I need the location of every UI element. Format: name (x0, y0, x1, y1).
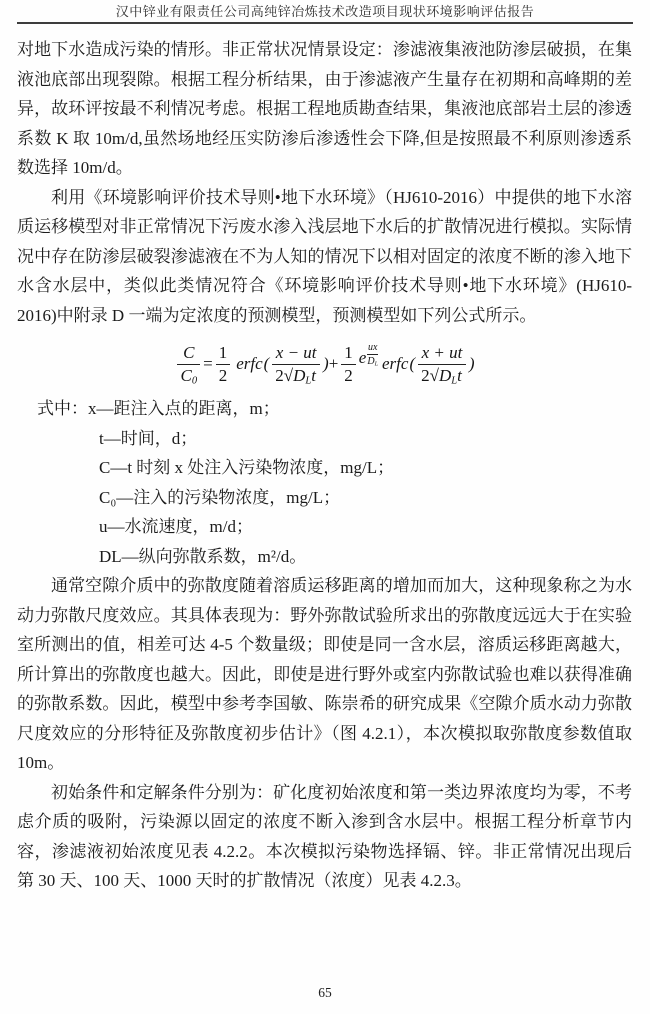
open-paren-1: ( (263, 354, 270, 374)
open-paren-2: ( (409, 354, 416, 374)
argument-denominator-2: $2√D_Lt$ (418, 364, 466, 386)
paragraph-scenario: 对地下水造成污染的情形。非正常状况情景设定：渗滤液集液池防渗层破损，在集液池底部出现裂隙。根据工程分析结果，由于渗滤液产生量存在初期和高峰期的差异，故环评按最不利情况考虑。根据工程地质勘查结果，集液池底部岩土层的渗透系数 K 取 10m/d,虽然场地经压实防渗后渗透性会下降,但是按照最不利原则渗透系数选择 10m/d。 (17, 40, 632, 177)
close-paren-2: ) (468, 354, 475, 374)
close-paren-1: ) (323, 354, 329, 374)
formula-block (17, 343, 632, 385)
paragraph-model-intro: 利用《环境影响评价技术导则•地下水环境》（HJ610-2016）中提供的地下水溶质运移模型对非正常情况下污废水渗入浅层地下水后的扩散情况进行模拟。实际情况中存在防渗层破裂渗滤液在不为人知的情况下以相对固定的浓度不断的渗入地下水含水层中，类似此类情况符合《环境影响评价技术导则•地下水环境》(HJ610-2016)中附录 D 一端为定浓度的预测模型，预测模型如下列公式所示。 (17, 187, 632, 325)
plus-sign: + (328, 354, 339, 374)
equals-sign: = (203, 354, 213, 374)
page-number: 65 (318, 985, 332, 1000)
lhs-denominator: $C_0$ (177, 364, 200, 386)
definition-line-dl: DL—纵向弥散系数，m²/d。 (99, 546, 307, 566)
exponent-fraction: $\frac{ux}{D_L}$ (367, 342, 379, 368)
argument-fraction-2: $\frac{x + ut}{2√D_Lt}$ (418, 343, 466, 385)
definition-line-x: 式中：x—距注入点的距离，m； (37, 399, 280, 419)
definition-line-t: t—时间，d； (99, 428, 198, 448)
coefficient-fraction-1: $\frac{1}{2}$ (216, 343, 231, 385)
report-header-title: 汉中锌业有限责任公司高纯锌冶炼技术改造项目现状环境影响评估报告 (115, 4, 535, 19)
erfc-function-1: erfc (236, 354, 263, 374)
radical-sign: √ (283, 365, 294, 385)
definition-line-u: u—水流速度，m/d； (99, 517, 253, 537)
exponential-term: e $\frac{ux}{D_L}$ (358, 342, 379, 368)
radical-sign: √ (429, 365, 439, 385)
argument-fraction-1: $\frac{x - ut}{2√D_Lt}$ (272, 343, 320, 385)
definition-line-c: C—t 时刻 x 处注入污染物浓度，mg/L； (99, 458, 395, 478)
coefficient-fraction-2: $\frac{1}{2}$ (341, 343, 356, 385)
definitions-label: 式中： (37, 399, 88, 419)
paragraph-initial-conditions: 初始条件和定解条件分别为：矿化度初始浓度和第一类边界浓度均为零，不考虑介质的吸附，污染源以固定的浓度不断入渗到含水层中。根据工程分析章节内容，渗滤液初始浓度见表 4.2.2。本次模拟污染物选择镉、锌。非正常情况出现后第 30 天、100 天、1000 天时的扩散情况（浓度）见表 4.2.3。 (17, 782, 632, 891)
page-body (0, 24, 650, 896)
groundwater-transport-equation (174, 343, 474, 385)
lhs-fraction (177, 343, 200, 385)
definition-line-c0: C₀—注入的污染物浓度，mg/L； (99, 487, 341, 507)
argument-denominator-1: $2√D_Lt$ (272, 364, 320, 386)
erfc-function-2: erfc (382, 354, 409, 374)
formula-definitions (17, 394, 632, 571)
paragraph-dispersion: 通常空隙介质中的弥散度随着溶质运移距离的增加而加大，这种现象称之为水动力弥散尺度效应。其具体表现为：野外弥散试验所求出的弥散度远远大于在实验室所测出的值，相差可达 4-5 个数量级；即使是同一含水层，溶质运移距离越大，所计算出的弥散度也越大。因此，即使是进行野外或室内弥散试验也难以获得准确的弥散系数。因此，模型中参考李国敏、陈崇希的研究成果《空隙介质水动力弥散尺度效应的分形特征及弥散度初步估计》（图 4.2.1），本次模拟取弥散度参数值取 10m。 (17, 576, 632, 773)
lhs-numerator: C (183, 343, 195, 362)
